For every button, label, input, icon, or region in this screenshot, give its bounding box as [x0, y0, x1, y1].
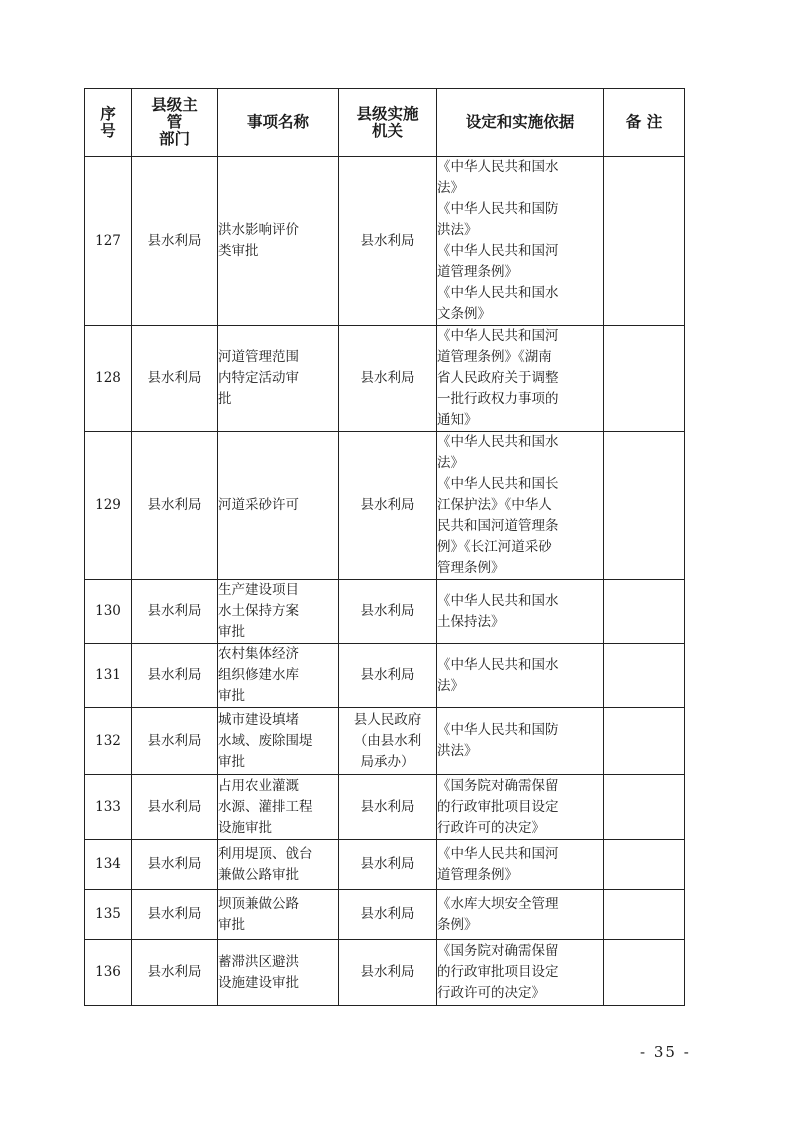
- row-item-name: 农村集体经济 组织修建水库 审批: [218, 644, 339, 708]
- row-number: 134: [85, 840, 132, 890]
- row-note: [604, 890, 685, 940]
- row-agency: 县水利局: [339, 840, 437, 890]
- header-note: 备 注: [604, 89, 685, 157]
- table-row: [85, 580, 685, 644]
- table-row: [85, 890, 685, 940]
- row-dept: 县水利局: [132, 775, 218, 840]
- row-basis: 《中华人民共和国水 法》 《中华人民共和国防 洪法》 《中华人民共和国河 道管理条例》 《中华人民共和国水 文条例》: [437, 157, 604, 326]
- row-dept: 县水利局: [132, 580, 218, 644]
- row-basis: 《中华人民共和国水 土保持法》: [437, 580, 604, 644]
- row-basis: 《中华人民共和国河 道管理条例》《湖南 省人民政府关于调整 一批行政权力事项的 通知》: [437, 326, 604, 432]
- row-agency: 县水利局: [339, 644, 437, 708]
- row-agency: 县水利局: [339, 432, 437, 580]
- row-note: [604, 775, 685, 840]
- row-dept: 县水利局: [132, 840, 218, 890]
- row-note: [604, 580, 685, 644]
- row-item-name: 城市建设填堵 水域、废除围堤 审批: [218, 708, 339, 775]
- row-number: 129: [85, 432, 132, 580]
- table-row: [85, 775, 685, 840]
- row-basis: 《中华人民共和国水 法》: [437, 644, 604, 708]
- row-item-name: 洪水影响评价 类审批: [218, 157, 339, 326]
- row-number: 136: [85, 940, 132, 1006]
- row-dept: 县水利局: [132, 644, 218, 708]
- row-agency: 县人民政府 （由县水利 局承办）: [339, 708, 437, 775]
- row-item-name: 生产建设项目 水土保持方案 审批: [218, 580, 339, 644]
- row-agency: 县水利局: [339, 890, 437, 940]
- header-seq: 序 号: [85, 89, 132, 157]
- row-dept: 县水利局: [132, 432, 218, 580]
- row-dept: 县水利局: [132, 890, 218, 940]
- row-basis: 《水库大坝安全管理 条例》: [437, 890, 604, 940]
- row-note: [604, 940, 685, 1006]
- table-row: [85, 644, 685, 708]
- row-dept: 县水利局: [132, 326, 218, 432]
- row-agency: 县水利局: [339, 157, 437, 326]
- row-item-name: 河道管理范围 内特定活动审 批: [218, 326, 339, 432]
- row-dept: 县水利局: [132, 708, 218, 775]
- row-item-name: 占用农业灌溉 水源、灌排工程 设施审批: [218, 775, 339, 840]
- row-note: [604, 708, 685, 775]
- row-number: 133: [85, 775, 132, 840]
- row-basis: 《中华人民共和国水 法》 《中华人民共和国长 江保护法》《中华人 民共和国河道管理条 例》《长江河道采砂 管理条例》: [437, 432, 604, 580]
- header-agency: 县级实施 机关: [339, 89, 437, 157]
- row-basis: 《国务院对确需保留 的行政审批项目设定 行政许可的决定》: [437, 775, 604, 840]
- row-note: [604, 157, 685, 326]
- row-agency: 县水利局: [339, 326, 437, 432]
- row-note: [604, 840, 685, 890]
- row-note: [604, 326, 685, 432]
- row-agency: 县水利局: [339, 580, 437, 644]
- table-row: [85, 157, 685, 326]
- row-item-name: 河道采砂许可: [218, 432, 339, 580]
- row-basis: 《中华人民共和国河 道管理条例》: [437, 840, 604, 890]
- row-basis: 《国务院对确需保留 的行政审批项目设定 行政许可的决定》: [437, 940, 604, 1006]
- table-row: [85, 326, 685, 432]
- row-item-name: 利用堤顶、戗台 兼做公路审批: [218, 840, 339, 890]
- table-row: [85, 840, 685, 890]
- row-dept: 县水利局: [132, 940, 218, 1006]
- header-dept: 县级主 管 部门: [132, 89, 218, 157]
- table-header-row: [85, 89, 685, 157]
- row-basis: 《中华人民共和国防 洪法》: [437, 708, 604, 775]
- row-note: [604, 432, 685, 580]
- table-row: [85, 432, 685, 580]
- page-number: - 35 -: [640, 1043, 691, 1061]
- row-number: 128: [85, 326, 132, 432]
- row-number: 132: [85, 708, 132, 775]
- row-item-name: 坝顶兼做公路 审批: [218, 890, 339, 940]
- row-number: 130: [85, 580, 132, 644]
- header-basis: 设定和实施依据: [437, 89, 604, 157]
- row-number: 127: [85, 157, 132, 326]
- row-note: [604, 644, 685, 708]
- row-item-name: 蓄滞洪区避洪 设施建设审批: [218, 940, 339, 1006]
- row-agency: 县水利局: [339, 940, 437, 1006]
- row-number: 131: [85, 644, 132, 708]
- approval-items-table: [84, 88, 685, 1006]
- row-number: 135: [85, 890, 132, 940]
- header-item-name: 事项名称: [218, 89, 339, 157]
- row-dept: 县水利局: [132, 157, 218, 326]
- table-row: [85, 708, 685, 775]
- table-row: [85, 940, 685, 1006]
- row-agency: 县水利局: [339, 775, 437, 840]
